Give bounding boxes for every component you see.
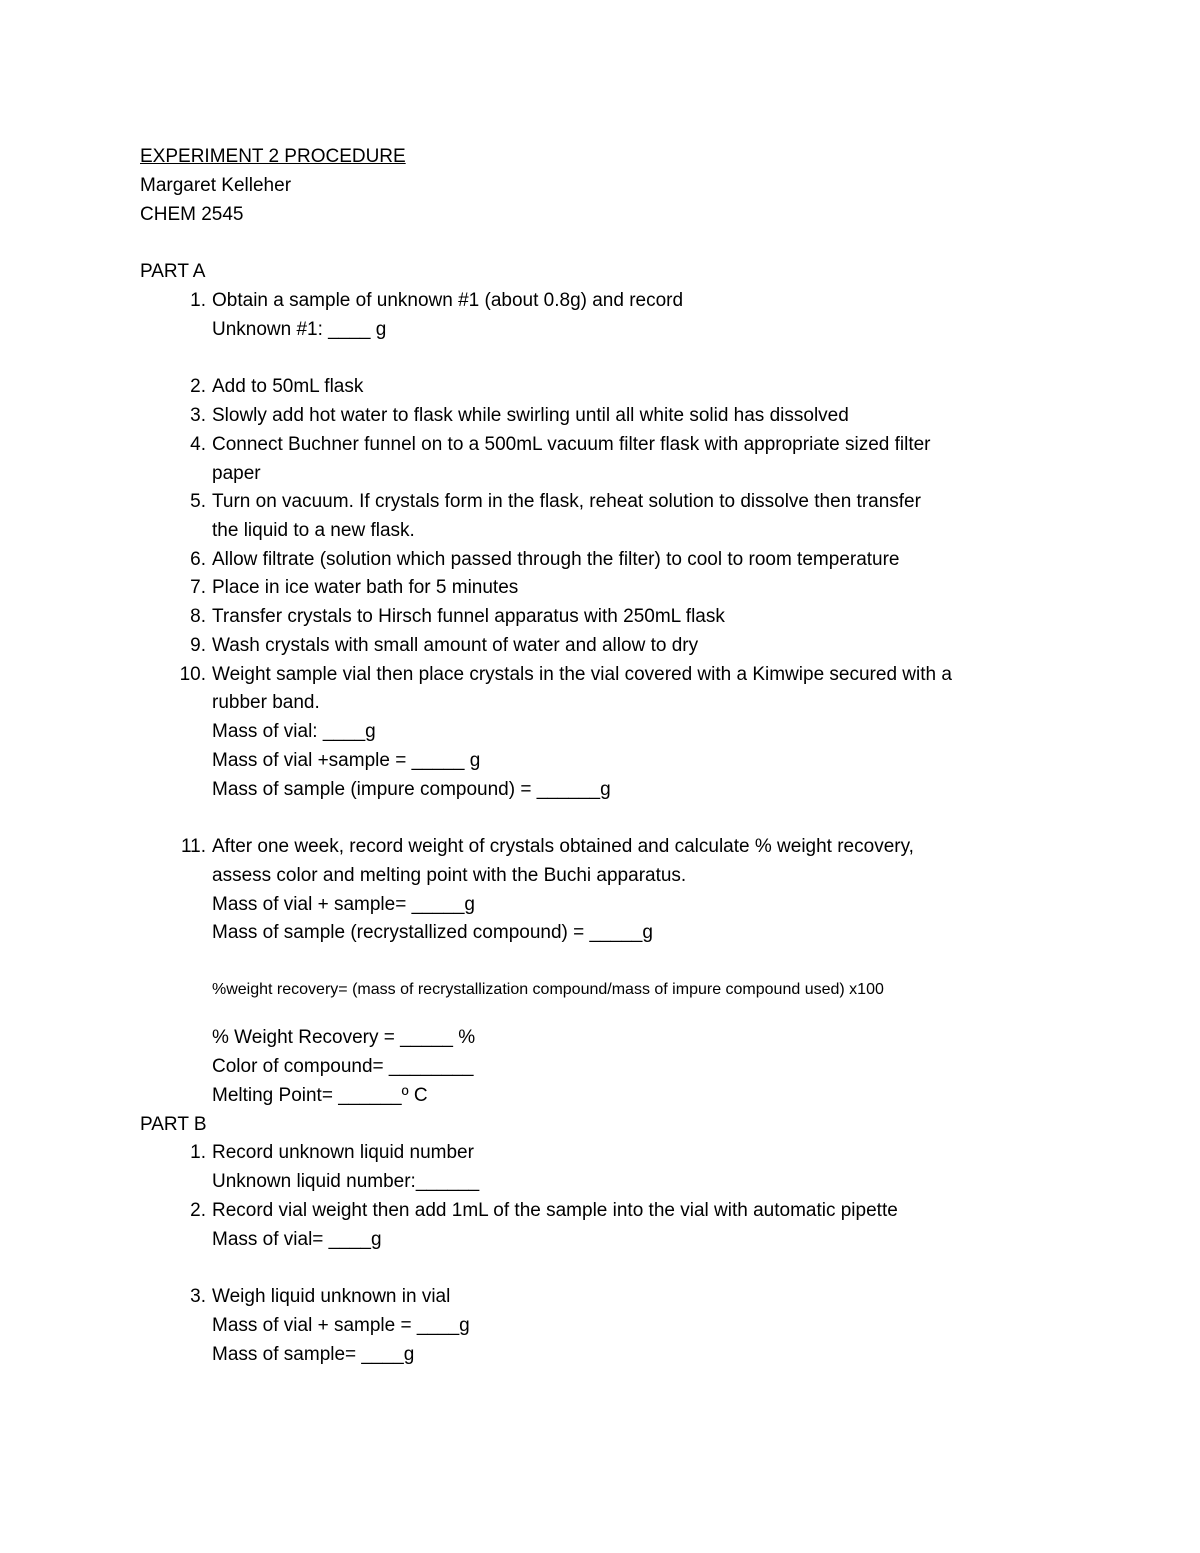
step-number: 4. bbox=[190, 434, 206, 455]
step-number: 8. bbox=[190, 606, 206, 627]
unknown-liquid-blank: Unknown liquid number:______ bbox=[212, 1171, 480, 1192]
step-text: Slowly add hot water to flask while swirling until all white solid has dissolved bbox=[212, 405, 849, 426]
step-text-continued: assess color and melting point with the Buchi apparatus. bbox=[212, 865, 687, 886]
part-b-heading: PART B bbox=[140, 1114, 207, 1135]
color-blank: Color of compound= ________ bbox=[212, 1056, 474, 1077]
step-text: Record unknown liquid number bbox=[212, 1142, 474, 1163]
step-number: 11. bbox=[180, 836, 206, 857]
step-number: 5. bbox=[190, 491, 206, 512]
step-text: Weight sample vial then place crystals in the vial covered with a Kimwipe secured with a bbox=[212, 664, 952, 685]
mass-vial-sample-blank: Mass of vial + sample= _____g bbox=[212, 894, 475, 915]
step-text-continued: Unknown #1: ____ g bbox=[212, 319, 387, 340]
mass-sample-blank: Mass of sample= ____g bbox=[212, 1344, 415, 1365]
step-number: 2. bbox=[190, 376, 206, 397]
step-number: 9. bbox=[190, 635, 206, 656]
mass-sample-recrystallized-blank: Mass of sample (recrystallized compound) = _____g bbox=[212, 922, 653, 943]
step-text: After one week, record weight of crystals obtained and calculate % weight recovery, bbox=[212, 836, 914, 857]
step-text: Obtain a sample of unknown #1 (about 0.8g) and record bbox=[212, 290, 684, 311]
step-text: Place in ice water bath for 5 minutes bbox=[212, 577, 519, 598]
step-text: Weigh liquid unknown in vial bbox=[212, 1286, 451, 1307]
step-number: 3. bbox=[190, 405, 206, 426]
step-number: 6. bbox=[190, 549, 206, 570]
step-number: 1. bbox=[190, 290, 206, 311]
author-name: Margaret Kelleher bbox=[140, 175, 292, 196]
step-text-continued: the liquid to a new flask. bbox=[212, 520, 415, 541]
mass-of-vial-blank: Mass of vial= ____g bbox=[212, 1229, 382, 1250]
step-number: 2. bbox=[190, 1200, 206, 1221]
step-number: 10. bbox=[179, 664, 206, 685]
step-text: Allow filtrate (solution which passed through the filter) to cool to room temperature bbox=[212, 549, 900, 570]
step-number: 3. bbox=[190, 1286, 206, 1307]
weight-recovery-formula: %weight recovery= (mass of recrystallization compound/mass of impure compound used) x100 bbox=[212, 981, 884, 998]
mass-vial-sample-blank: Mass of vial +sample = _____ g bbox=[212, 750, 481, 771]
step-number: 1. bbox=[190, 1142, 206, 1163]
step-text: Wash crystals with small amount of water and allow to dry bbox=[212, 635, 699, 656]
mass-of-vial-blank: Mass of vial: ____g bbox=[212, 721, 376, 742]
melting-point-blank: Melting Point= ______º C bbox=[212, 1085, 428, 1106]
step-text: Add to 50mL flask bbox=[212, 376, 364, 397]
mass-vial-sample-blank: Mass of vial + sample = ____g bbox=[212, 1315, 470, 1336]
step-text: Connect Buchner funnel on to a 500mL vacuum filter flask with appropriate sized filter bbox=[212, 434, 931, 455]
step-number: 7. bbox=[190, 577, 206, 598]
weight-recovery-blank: % Weight Recovery = _____ % bbox=[212, 1027, 476, 1048]
step-text: Record vial weight then add 1mL of the sample into the vial with automatic pipette bbox=[212, 1200, 898, 1221]
document-title: EXPERIMENT 2 PROCEDURE bbox=[140, 146, 406, 167]
step-text: Transfer crystals to Hirsch funnel apparatus with 250mL flask bbox=[212, 606, 725, 627]
mass-sample-impure-blank: Mass of sample (impure compound) = ______g bbox=[212, 779, 611, 800]
course-code: CHEM 2545 bbox=[140, 204, 244, 225]
step-text: Turn on vacuum. If crystals form in the flask, reheat solution to dissolve then transfer bbox=[212, 491, 921, 512]
part-a-heading: PART A bbox=[140, 261, 206, 282]
step-text-continued: paper bbox=[212, 463, 261, 484]
step-text-continued: rubber band. bbox=[212, 692, 320, 713]
